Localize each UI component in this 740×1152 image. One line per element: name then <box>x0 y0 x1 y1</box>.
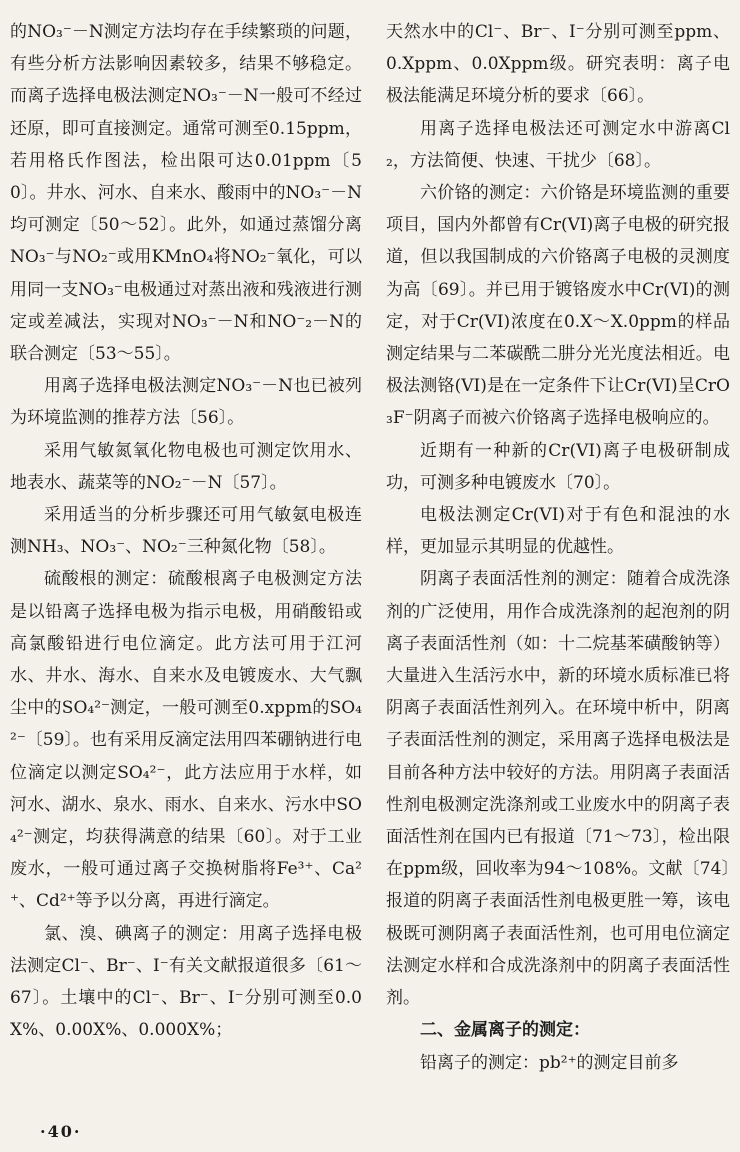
paragraph-anionic-surfactants: 阴离子表面活性剂的测定：随着合成洗涤剂的广泛使用，用作合成洗涤剂的起泡剂的阴离子表面活性剂（如：十二烷基苯磺酸钠等）大量进入生活污水中，新的环境水质标准已将阴离子表面活性剂列入。在环境中析中，阴离子表面活性剂的测定，采用离子选择电极法是目前各种方法中较好的方法。用阴离子表面活性剂电极测定洗涤剂或工业废水中的阴离子表面活性剂在国内已有报道〔71～73〕，检出限在ppm级，回收率为94～108%。文献〔74〕报道的阴离子表面活性剂电极更胜一筹，该电极既可测阴离子表面活性剂，也可用电位滴定法测定水样和合成洗涤剂中的阴离子表面活性剂。 <box>386 569 730 1009</box>
paragraph-gas-sensing-electrode: 采用气敏氮氧化物电极也可测定饮用水、地表水、蔬菜等的NO₂⁻－N〔57〕。 <box>10 440 362 493</box>
paragraph-nitrate-recommended: 用离子选择电极法测定NO₃⁻－N也已被列为环境监测的推荐方法〔56〕。 <box>10 376 362 429</box>
paragraph-new-chromium-electrode: 近期有一种新的Cr(VI)离子电极研制成功，可测多种电镀废水〔70〕。 <box>386 440 730 493</box>
paragraph-halides: 氯、溴、碘离子的测定：用离子选择电极法测定Cl⁻、Br⁻、I⁻有关文献报道很多〔61～67〕。土壤中的Cl⁻、Br⁻、I⁻分别可测至0.0X%、0.00X%、0.000X%； <box>10 923 362 1041</box>
paragraph-sulfate: 硫酸根的测定：硫酸根离子电极测定方法是以铅离子选择电极为指示电极，用硝酸铅或高氯酸铅进行电位滴定。此方法可用于江河水、井水、海水、自来水及电镀废水、大气飘尘中的SO₄²⁻测定，一般可测至0.xppm的SO₄²⁻〔59〕。也有采用反滴定法用四苯硼钠进行电位滴定以测定SO₄²⁻，此方法应用于水样，如河水、湖水、泉水、雨水、自来水、污水中SO₄²⁻测定，均获得满意的结果〔60〕。对于工业废水，一般可通过离子交换树脂将Fe³⁺、Ca²⁺、Cd²⁺等予以分离，再进行滴定。 <box>10 569 362 912</box>
left-column <box>10 16 362 1047</box>
paragraph-free-chlorine: 用离子选择电极法还可测定水中游离Cl₂，方法简便、快速、干扰少〔68〕。 <box>386 118 730 171</box>
paragraph-halides-continued: 天然水中的Cl⁻、Br⁻、I⁻分别可测至ppm、0.Xppm、0.0Xppm级。研究表明：离子电极法能满足环境分析的要求〔66〕。 <box>386 22 730 107</box>
paragraph-hexavalent-chromium: 六价铬的测定：六价铬是环境监测的重要项目，国内外都曾有Cr(VI)离子电极的研究报道，但以我国制成的六价铬离子电极的灵测度为高〔69〕。并已用于镀铬废水中Cr(VI)的测定，对于Cr(VI)浓度在0.X～X.0ppm的样品测定结果与二苯碳酰二肼分光光度法相近。电极法测铬(VI)是在一定条件下让Cr(VI)呈CrO₃F⁻阴离子而被六价铬离子选择电极响应的。 <box>386 183 730 429</box>
paragraph-nitrate-methods: 的NO₃⁻－N测定方法均存在手续繁琐的问题，有些分析方法影响因素较多，结果不够稳定。而离子选择电极法测定NO₃⁻－N一般可不经过还原，即可直接测定。通常可测至0.15ppm，若用格氏作图法，检出限可达0.01ppm〔50〕。井水、河水、自来水、酸雨中的NO₃⁻－N均可测定〔50～52〕。此外，如通过蒸馏分离NO₃⁻与NO₂⁻或用KMnO₄将NO₂⁻氧化，可以用同一支NO₃⁻电极通过对蒸出液和残液进行测定或差减法，实现对NO₃⁻－N和NO⁻₂－N的联合测定〔53～55〕。 <box>10 22 362 365</box>
page-number: ·40· <box>40 1122 82 1141</box>
section-heading-metal-ions: 二、金属离子的测定： <box>420 1020 590 1041</box>
paragraph-chromium-advantage: 电极法测定Cr(VI)对于有色和混浊的水样，更加显示其明显的优越性。 <box>386 505 730 558</box>
paragraph-ammonia-electrode: 采用适当的分析步骤还可用气敏氨电极连测NH₃、NO₃⁻、NO₂⁻三种氮化物〔58〕。 <box>10 505 362 558</box>
paragraph-lead-ions: 铅离子的测定：pb²⁺的测定目前多 <box>420 1052 679 1073</box>
right-column <box>386 16 730 1079</box>
